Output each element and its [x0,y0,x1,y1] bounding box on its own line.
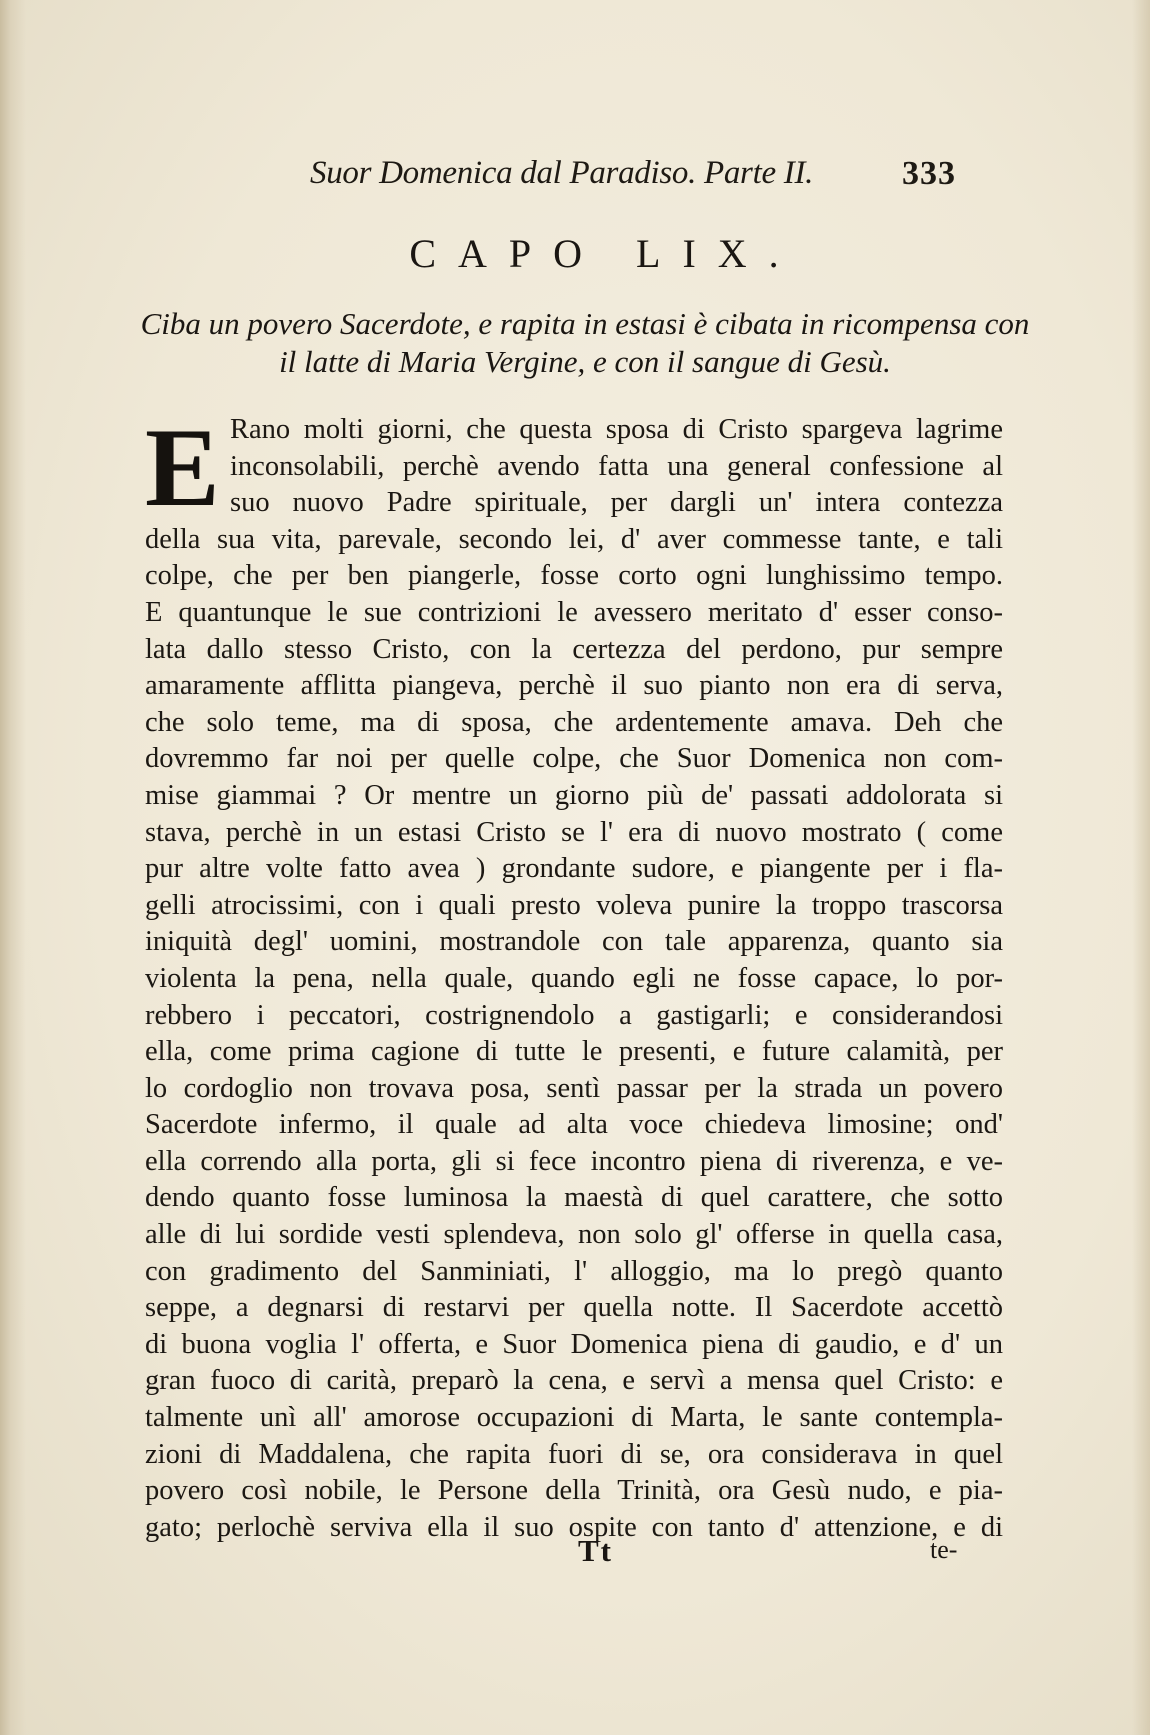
text-line: lata dallo stesso Cristo, con la certezza del perdono, pur sempre [145,633,1003,665]
text-line: dovremmo far noi per quelle colpe, che Suor Domenica non com- [145,743,1003,775]
text-line: talmente unì all' amorose occupazioni di Marta, le sante contempla- [145,1402,1003,1434]
text-line: pur altre volte fatto avea ) grondante sudore, e piangente per i fla- [145,853,1003,885]
text-line: mise giammai ? Or mentre un giorno più de' passati addolorata si [145,779,1003,811]
text-line: violenta la pena, nella quale, quando egli ne fosse capace, lo por- [145,962,1003,994]
running-title: Suor Domenica dal Paradiso. Parte II. [310,155,814,191]
page-footer [0,1533,1150,1573]
text-line: dendo quanto fosse luminosa la maestà di quel carattere, che sotto [145,1182,1003,1214]
text-line: colpe, che per ben piangerle, fosse corto ogni lunghissimo tempo. [145,560,1003,592]
text-line: iniquità degl' uomini, mostrandole con tale apparenza, quanto sia [145,926,1003,958]
text-line: con gradimento del Sanminiati, l' alloggio, ma lo pregò quanto [145,1255,1003,1287]
body-text [145,406,1003,1546]
text-line: di buona voglia l' offerta, e Suor Domenica piena di gaudio, e d' un [145,1328,1003,1360]
text-line: gelli atrocissimi, con i quali presto voleva punire la troppo trascorsa [145,889,1003,921]
text-line: che solo teme, ma di sposa, che ardentemente amava. Deh che [145,706,1003,738]
text-line: Sacerdote infermo, il quale ad alta voce chiedeva limosine; ond' [145,1109,1003,1141]
text-line: suo nuovo Padre spirituale, per dargli un' intera contezza [230,487,1003,519]
text-line: alle di lui sordide vesti splendeva, non solo gl' offerse in quella casa, [145,1219,1003,1251]
text-line: gran fuoco di carità, preparò la cena, e servì a mensa quel Cristo: e [145,1365,1003,1397]
text-line: inconsolabili, perchè avendo fatta una general confessione al [230,450,1003,482]
text-line: rebbero i peccatori, costrignendolo a gastigarli; e considerandosi [145,999,1003,1031]
page-header [0,155,1150,205]
text-line: ella correndo alla porta, gli si fece incontro piena di riverenza, e ve- [145,1145,1003,1177]
page-number: 333 [902,155,956,192]
text-line: stava, perchè in un estasi Cristo se l' era di nuovo mostrato ( come [145,816,1003,848]
chapter-summary [140,305,1030,381]
text-line: povero così nobile, le Persone della Trinità, ora Gesù nudo, e pia- [145,1475,1003,1507]
text-line: ella, come prima cagione di tutte le presenti, e future calamità, per [145,1036,1003,1068]
catchword: te- [930,1535,958,1564]
signature-mark: Tt [578,1533,613,1568]
text-line: della sua vita, parevale, secondo lei, d' aver commesse tante, e tali [145,523,1003,555]
chapter-heading: CAPO LIX. [409,231,801,276]
text-line: zioni di Maddalena, che rapita fuori di se, ora considerava in quel [145,1438,1003,1470]
text-line: amaramente afflitta piangeva, perchè il suo pianto non era di serva, [145,670,1003,702]
summary-line: il latte di Maria Vergine, e con il sangue di Gesù. [279,344,891,379]
text-line: lo cordoglio non trovava posa, sentì passar per la strada un povero [145,1072,1003,1104]
summary-line: Ciba un povero Sacerdote, e rapita in estasi è cibata in ricompensa con [140,306,1030,341]
text-line: seppe, a degnarsi di restarvi per quella notte. Il Sacerdote accettò [145,1292,1003,1324]
drop-cap: E [145,406,220,530]
text-line: Rano molti giorni, che questa sposa di Cristo spargeva lagrime [230,414,1003,445]
text-line: gato; perlochè serviva ella il suo ospite con tanto d' attenzione, e di [145,1511,1003,1543]
text-line: E quantunque le sue contrizioni le avessero meritato d' esser conso- [145,596,1003,628]
